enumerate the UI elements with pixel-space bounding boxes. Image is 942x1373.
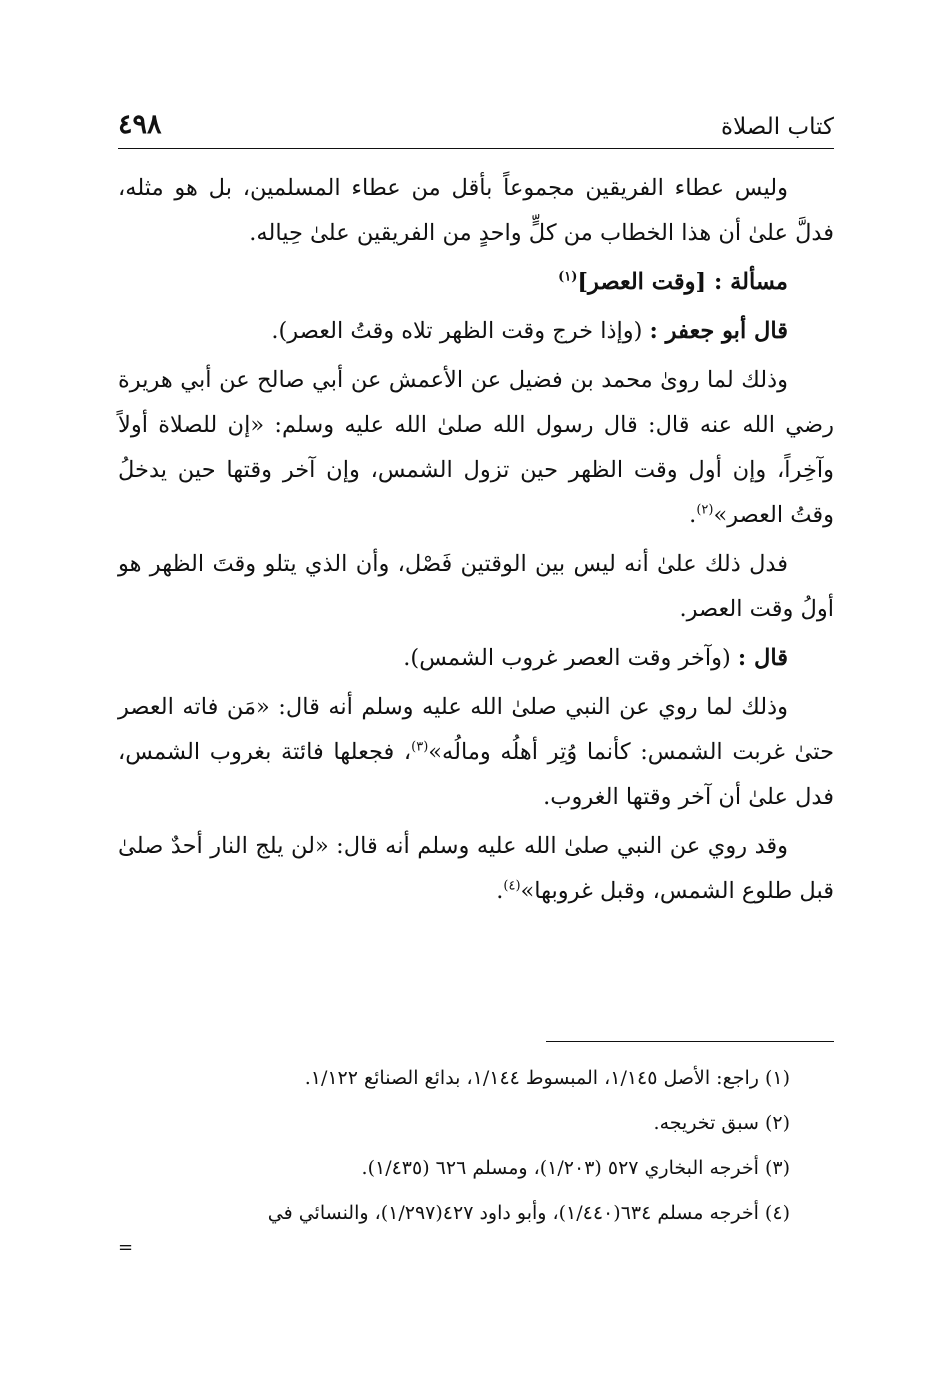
speaker-label: قال : <box>737 645 788 671</box>
footnote-4: (٤) أخرجه مسلم ٦٣٤(١/٤٤٠)، وأبو داود ٤٢٧(١/٢٩٧)، والنسائي في <box>267 1202 790 1224</box>
hadith-commentary: ، فجعلها فائتة بغروب الشمس، فدل علىٰ أن آخر وقتها الغروب. <box>118 739 834 810</box>
paragraph-7 <box>118 824 834 914</box>
paragraph-end: . <box>689 502 697 528</box>
footnote-ref-2: (٢) <box>696 502 714 518</box>
paragraph-end: . <box>496 878 504 904</box>
paragraph-1: وليس عطاء الفريقين مجموعاً بأقل من عطاء المسلمين، بل هو مثله، فدلَّ علىٰ أن هذا الخطاب من كلٍّ واحدٍ من الفريقين علىٰ حِياله. <box>118 175 834 246</box>
book-title: كتاب الصلاة <box>721 114 834 140</box>
page-number: ٤٩٨ <box>118 109 162 140</box>
footnote-ref-4: (٤) <box>503 878 521 894</box>
hadith-text: وذلك لما روي عن النبي صلىٰ الله عليه وسلم أنه قال: «مَن فاته العصر حتىٰ غربت الشمس: كأنما وُتِر أهلُه ومالُه» <box>118 694 834 765</box>
footnote-ref-3: (٣) <box>411 739 429 755</box>
paragraph-6 <box>118 685 834 820</box>
page-header <box>118 108 834 149</box>
speaker-label: قال أبو جعفر : <box>649 318 788 344</box>
footnote-ref-1: (١) <box>558 269 578 285</box>
footnote-1: (١) راجع: الأصل ١/١٤٥، المبسوط ١/١٤٤، بدائع الصنائع ١/١٢٢. <box>304 1067 790 1089</box>
footnotes <box>118 1056 834 1260</box>
paragraph-2 <box>118 309 834 354</box>
paragraph-4: فدل ذلك علىٰ أنه ليس بين الوقتين فَصْل، وأن الذي يتلو وقتَ الظهر هو أولُ وقت العصر. <box>118 551 834 622</box>
footnote-separator <box>546 1041 834 1042</box>
continuation-mark: = <box>118 1237 134 1258</box>
footnote-2: (٢) سبق تخريجه. <box>653 1112 790 1134</box>
footnote-3: (٣) أخرجه البخاري ٥٢٧ (١/٢٠٣)، ومسلم ٦٢٦ (١/٤٣٥). <box>361 1157 790 1179</box>
masala-heading <box>118 260 834 305</box>
quote-text: (وآخر وقت العصر غروب الشمس). <box>403 645 731 671</box>
hadith-text: وذلك لما روىٰ محمد بن فضيل عن الأعمش عن أبي صالح عن أبي هريرة رضي الله عنه قال: قال رسول الله صلىٰ الله عليه وسلم: «إن للصلاة أولاً وآخِراً، وإن أول وقت الظهر حين تزول الشمس، وإن آخر وقتها حين يدخلُ وقتُ العصر» <box>118 367 834 528</box>
hadith-text: وقد روي عن النبي صلىٰ الله عليه وسلم أنه قال: «لن يلج النار أحدٌ صلىٰ قبل طلوع الشمس، وقبل غروبها» <box>118 833 834 904</box>
quote-text: (وإذا خرج وقت الظهر تلاه وقتُ العصر). <box>271 318 643 344</box>
paragraph-3 <box>118 358 834 538</box>
masala-label: مسألة : [وقت العصر] <box>577 269 788 295</box>
paragraph-5 <box>118 636 834 681</box>
main-text <box>118 166 834 918</box>
